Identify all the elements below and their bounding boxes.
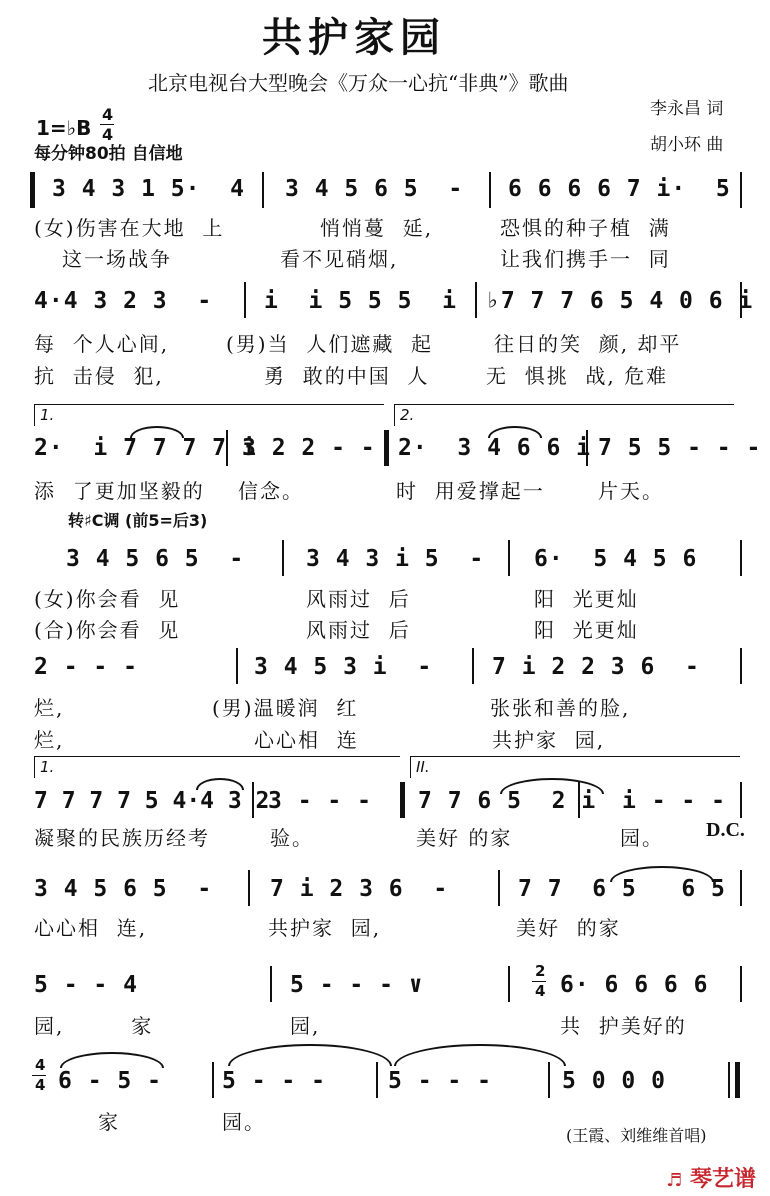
lyric-verse: 共护家 园,	[268, 916, 382, 940]
measure-notes: 7 i 2 2 3 6 -	[492, 654, 700, 680]
measure-notes: 3 2 2 - -	[242, 435, 376, 461]
barline	[740, 870, 742, 906]
measure-notes: 6· 6 6 6 6	[560, 972, 709, 998]
volta-bracket	[34, 404, 384, 405]
lyric-verse-1: (男)温暖润 红	[212, 696, 359, 720]
lyric-verse-2: 勇 敢的中国 人	[264, 364, 430, 388]
volta-bracket	[394, 404, 734, 405]
measure-notes: 7 7 6 5 6 5	[518, 876, 726, 902]
measure-notes: 3 4 5 6 5 -	[285, 176, 464, 202]
lyric-verse: 片天。	[598, 479, 664, 503]
measure-notes: 2· 3 4 6 6 i	[398, 435, 592, 461]
lyric-verse: 时 用爱撑起一	[396, 479, 545, 503]
barline	[489, 172, 491, 208]
barline	[212, 1062, 214, 1098]
tie	[228, 1044, 392, 1066]
measure-notes: i - - -	[622, 788, 726, 814]
measure-notes: 2 - - -	[34, 654, 138, 680]
barline	[740, 782, 742, 818]
tempo-marking: 每分钟80拍 自信地	[34, 144, 183, 164]
barline	[740, 648, 742, 684]
tie	[394, 1044, 566, 1066]
volta-bracket	[394, 404, 395, 426]
measure-notes: 6 6 6 6 7 i· 5	[508, 176, 731, 202]
barline	[508, 966, 510, 1002]
measure-notes: 7 5 5 - - -	[598, 435, 762, 461]
logo-icon: ♬	[666, 1170, 683, 1191]
barline	[498, 870, 500, 906]
volta-2-label: 2.	[400, 406, 415, 424]
measure-notes: 3 - - -	[268, 788, 372, 814]
lyric-verse-2: 让我们携手一 同	[500, 247, 671, 271]
time-change-bottom: 4	[535, 982, 546, 1000]
lyric-verse: 家	[98, 1110, 120, 1134]
lyric-verse: 园, 家	[34, 1014, 154, 1038]
lyric-verse-1: 往日的笑 颜, 却平	[494, 332, 682, 356]
composer-credit: 胡小环 曲	[650, 135, 724, 155]
barline	[262, 172, 264, 208]
site-logo[interactable]	[666, 1162, 756, 1193]
lyric-verse: 园。	[620, 826, 664, 850]
barline	[376, 1062, 378, 1098]
lyric-verse-2: (合)你会看 见	[34, 618, 181, 642]
measure-notes: 4·4 3 2 3 -	[34, 288, 213, 314]
lyric-verse-1: 张张和善的脸,	[490, 696, 631, 720]
repeat-end-bar	[384, 430, 389, 466]
volta-1-label: 1.	[40, 406, 55, 424]
barline	[282, 540, 284, 576]
lyric-verse: 园,	[290, 1014, 321, 1038]
repeat-start-bar	[30, 172, 35, 208]
measure-notes: 3 4 5 3 i -	[254, 654, 433, 680]
logo-text: 琴艺谱	[689, 1167, 756, 1192]
measure-notes: 5 0 0 0	[562, 1068, 666, 1094]
song-title: 共护家园	[262, 14, 446, 61]
measure-notes: 2· i 7 7 7 7 i	[34, 435, 257, 461]
barline	[728, 1062, 730, 1098]
tie	[60, 1052, 164, 1068]
volta-bracket	[34, 756, 400, 757]
lyric-verse: 信念。	[238, 479, 304, 503]
lyric-verse: 添 了更加坚毅的	[34, 479, 205, 503]
volta-1-label: 1.	[40, 758, 55, 776]
lyric-verse-1: (男)当 人们遮藏 起	[226, 332, 434, 356]
lyric-verse: 园。	[222, 1110, 266, 1134]
barline	[248, 870, 250, 906]
lyric-verse: 美好 的家	[416, 826, 513, 850]
lyric-verse-1: 悄悄蔓 延,	[320, 216, 434, 240]
lyric-verse-2: 抗 击侵 犯,	[34, 364, 164, 388]
lyric-verse-2: 心心相 连	[254, 728, 359, 752]
measure-notes: 7 7 7 7 5 4·4 3 2	[34, 788, 270, 814]
lyric-verse-1: 恐惧的种子植 满	[500, 216, 671, 240]
volta-bracket	[34, 756, 35, 778]
measure-notes: 7 7 6 5 2 i	[418, 788, 597, 814]
lyric-verse: 心心相 连,	[34, 916, 148, 940]
key-signature: 1=♭B	[36, 116, 92, 140]
barline	[740, 540, 742, 576]
modulation-marking: 转♯C调 (前5=后3)	[68, 511, 208, 530]
volta-2-label: II.	[416, 758, 430, 776]
measure-notes: 3 4 3 1 5· 4	[52, 176, 246, 202]
volta-bracket	[34, 404, 35, 426]
measure-notes: 5 - - -	[388, 1068, 492, 1094]
time-signature-bottom: 4	[102, 125, 114, 144]
lyric-verse-2: 风雨过 后	[306, 618, 411, 642]
barline	[472, 648, 474, 684]
lyric-verse: 共 护美好的	[560, 1014, 687, 1038]
time-signature-top: 4	[102, 105, 114, 124]
time-change-top: 2	[535, 962, 546, 980]
barline	[236, 648, 238, 684]
measure-notes: 3 4 5 6 5 -	[66, 546, 245, 572]
lyric-verse: 美好 的家	[516, 916, 621, 940]
measure-notes: 7 i 2 3 6 -	[270, 876, 449, 902]
lyric-verse-1: 阳 光更灿	[534, 587, 639, 611]
measure-notes: 3 4 3 i 5 -	[306, 546, 485, 572]
lyric-verse-1: 烂,	[34, 696, 65, 720]
lyric-verse-1: 每 个人心间,	[34, 332, 170, 356]
measure-notes: i i 5 5 5 i	[264, 288, 458, 314]
lyric-verse-2: 烂,	[34, 728, 65, 752]
lyric-verse-1: (女)你会看 见	[34, 587, 181, 611]
barline	[740, 966, 742, 1002]
lyric-verse-2: 这一场战争	[62, 247, 172, 271]
volta-bracket	[410, 756, 411, 778]
measure-notes: 5 - - 4	[34, 972, 138, 998]
lyric-verse-2: 看不见硝烟,	[280, 247, 399, 271]
barline	[270, 966, 272, 1002]
measure-notes: 3 4 5 6 5 -	[34, 876, 213, 902]
lyric-verse-1: 风雨过 后	[306, 587, 411, 611]
barline	[508, 540, 510, 576]
lyric-verse: 验。	[270, 826, 314, 850]
measure-notes: 5 - - - ∨	[290, 972, 424, 998]
barline	[244, 282, 246, 318]
lyric-verse-2: 无 惧挑 战, 危难	[486, 364, 669, 388]
lyric-verse: 凝聚的民族历经考	[34, 826, 210, 850]
singers-credit: (王霞、刘维维首唱)	[566, 1126, 707, 1145]
barline	[475, 282, 477, 318]
time-change-bottom: 4	[35, 1076, 46, 1094]
measure-notes: 5 - - -	[222, 1068, 326, 1094]
measure-notes: ♭7 7 7 6 5 4 0 6 i	[486, 288, 754, 314]
song-subtitle: 北京电视台大型晚会《万众一心抗“非典”》歌曲	[148, 71, 569, 95]
barline	[548, 1062, 550, 1098]
measure-notes: 6 - 5 -	[58, 1068, 162, 1094]
lyric-verse-2: 共护家 园,	[492, 728, 606, 752]
lyric-verse-1: (女)伤害在大地 上	[34, 216, 225, 240]
lyric-verse-2: 阳 光更灿	[534, 618, 639, 642]
lyricist-credit: 李永昌 词	[650, 99, 724, 119]
barline	[740, 172, 742, 208]
repeat-end-bar	[400, 782, 405, 818]
final-bar	[735, 1062, 740, 1098]
time-change-top: 4	[35, 1056, 46, 1074]
da-capo-marking: D.C.	[706, 819, 745, 841]
measure-notes: 6· 5 4 5 6	[534, 546, 698, 572]
volta-bracket	[410, 756, 740, 757]
